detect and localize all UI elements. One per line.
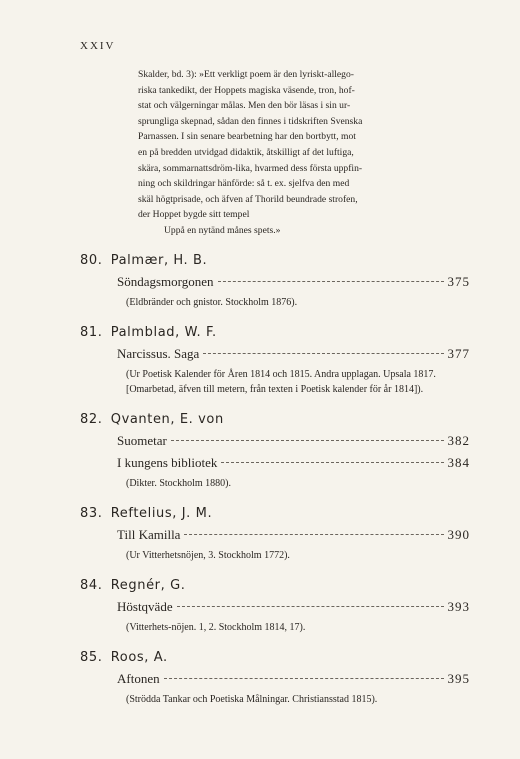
work-page: 375 <box>447 274 470 289</box>
intro-line: stat och välgerningar målas. Men den bör läsas i sin ur- <box>138 100 351 112</box>
dot-leader <box>221 462 443 463</box>
work-page: 382 <box>447 433 470 448</box>
intro-quote <box>138 67 440 239</box>
toc-entry <box>80 409 470 493</box>
dot-leader <box>218 281 444 282</box>
work-page: 393 <box>447 599 470 614</box>
work-line[interactable] <box>117 452 470 474</box>
work-page: 395 <box>447 671 470 686</box>
entry-author: Roos, A. <box>110 650 168 665</box>
intro-line: skära, sommarnattsdröm-lika, hvarmed dess första uppfin- <box>138 162 363 174</box>
dot-leader <box>171 440 444 441</box>
work-line[interactable] <box>117 524 470 546</box>
work-title: Aftonen <box>117 671 160 686</box>
entry-author: Qvanten, E. von <box>110 412 224 427</box>
entry-number: 80. <box>80 253 103 268</box>
work-title: Narcissus. Saga <box>117 346 200 361</box>
dot-leader <box>184 534 443 535</box>
work-line[interactable] <box>117 668 470 690</box>
dot-leader <box>164 678 444 679</box>
entry-number: 84. <box>80 578 103 593</box>
entry-number: 85. <box>80 650 103 665</box>
entry-heading <box>80 322 470 343</box>
work-line[interactable] <box>117 271 470 293</box>
intro-line: riska tankedikt, der Hoppets magiska väsende, tron, hof- <box>138 84 355 96</box>
table-of-contents <box>80 250 470 719</box>
entry-author: Palmblad, W. F. <box>110 325 217 340</box>
work-page: 384 <box>447 455 470 470</box>
work-page: 377 <box>447 346 470 361</box>
intro-line: en på bredden utvidgad didaktik, åtskilligt af det luftiga, <box>138 146 354 158</box>
page-number: XXIV <box>80 40 116 52</box>
toc-entry <box>80 575 470 637</box>
entry-author: Regnér, G. <box>110 578 186 593</box>
entry-source: (Ur Vitterhetsnöjen, 3. Stockholm 1772). <box>126 550 290 561</box>
intro-line: ning och skildringar hänförde: så t. ex. sjelfva den med <box>138 178 350 190</box>
toc-entry <box>80 250 470 312</box>
dot-leader <box>177 606 444 607</box>
entry-source: (Strödda Tankar och Poetiska Målningar. Christiansstad 1815). <box>126 694 378 705</box>
intro-line: sprungliga skepnad, sådan den finnes i tidskriften Svenska <box>138 115 363 127</box>
work-title: Suometar <box>117 433 167 448</box>
entry-heading <box>80 575 470 596</box>
work-line[interactable] <box>117 343 470 365</box>
work-line[interactable] <box>117 596 470 618</box>
work-page: 390 <box>447 527 470 542</box>
intro-line: Skalder, bd. 3): »Ett verkligt poem är den lyriskt-allego- <box>138 69 354 80</box>
dot-leader <box>203 353 443 354</box>
entry-number: 83. <box>80 506 103 521</box>
entry-source: (Ur Poetisk Kalender för Åren 1814 och 1815. Andra upplagan. Upsala 1817. [Omarbetad, äfven till metern, från texten i Poetisk kalender för år 1814]). <box>126 369 436 395</box>
work-line[interactable] <box>117 430 470 452</box>
toc-entry <box>80 322 470 399</box>
intro-line: der Hoppet bygde sitt tempel <box>138 209 250 221</box>
entry-source: (Vitterhets-nöjen. 1, 2. Stockholm 1814, 17). <box>126 622 306 633</box>
work-title: Söndagsmorgonen <box>117 274 214 289</box>
entry-author: Reftelius, J. M. <box>110 506 213 521</box>
entry-heading <box>80 503 470 524</box>
entry-heading <box>80 250 470 271</box>
entry-author: Palmær, H. B. <box>110 253 208 268</box>
toc-entry <box>80 647 470 709</box>
entry-number: 81. <box>80 325 103 340</box>
intro-line: skäl högtprisade, och äfven af Thorild beundrade strofen, <box>138 193 358 205</box>
work-title: I kungens bibliotek <box>117 455 218 470</box>
work-title: Höstqväde <box>117 599 173 614</box>
toc-entry <box>80 503 470 565</box>
entry-heading <box>80 409 470 430</box>
work-title: Till Kamilla <box>117 527 181 542</box>
intro-line: Parnassen. I sin senare bearbetning har den bortbytt, mot <box>138 131 356 143</box>
intro-verse: Uppå en nytänd månes spets.» <box>164 224 281 236</box>
entry-source: (Dikter. Stockholm 1880). <box>126 478 231 489</box>
entry-heading <box>80 647 470 668</box>
entry-number: 82. <box>80 412 103 427</box>
entry-source: (Eldbränder och gnistor. Stockholm 1876). <box>126 297 298 308</box>
